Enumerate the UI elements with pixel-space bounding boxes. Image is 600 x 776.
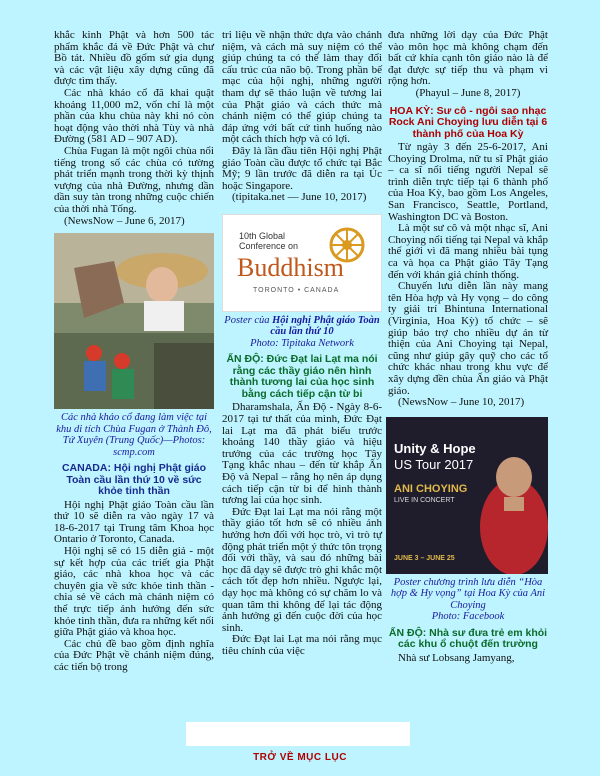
article-paragraph: đưa những lời dạy của Đức Phật vào môn học mà không chạm đến bất cứ khía cạnh tôn giáo nào là để đạt được sự tiếp thu và phạm vi rộng hơn. xyxy=(388,29,548,88)
poster-title: Buddhism xyxy=(237,252,344,282)
column-3 xyxy=(388,30,548,664)
article-source: (Phayul – June 8, 2017) xyxy=(415,86,521,99)
poster-headline: Unity & Hope xyxy=(394,440,476,456)
poster-tour: US Tour 2017 xyxy=(394,456,474,472)
poster-caption-title: Hội nghị Phật giáo Toàn cầu lần thứ 10 xyxy=(270,314,380,338)
conference-poster xyxy=(222,214,382,312)
article-paragraph: Dharamshala, Ấn Độ - Ngày 8-6-2017 tại tư thất của mình, Đức Đạt lai Lạt ma đã phát biểu trước khoảng 140 thầy giáo và hiệu trưởng của các trường học Tây Tạng khắc nhau – đến từ khắp Ấn Độ và Nepal – rằng họ nên áp dụng cách tiếp cận từ bi để hình thành tương lai của học sinh. xyxy=(222,401,382,507)
column-1 xyxy=(54,30,214,674)
archaeologist-photo xyxy=(54,233,214,409)
article-paragraph: Các chủ đề bao gồm định nghĩa của Đức Phật về chánh niệm đúng, các tiến bộ trong xyxy=(54,637,214,673)
article-source: (tipitaka.net — June 10, 2017) xyxy=(232,191,367,204)
article-paragraph: Đức Đạt lai Lạt ma nói rằng một thầy giáo tốt hơn sẽ có nhiều ảnh hưởng hơn đối với học trò, vì trò tự động phát triển một ý thức tôn trọng đối với thầy, và sau đó những bài học đã dạy sẽ được trò ghi khắc một cách tốt đẹp hơn nhiều. Ngược lại, dạy học mà không có sự chăm lo và quan tâm thì không để lại tác động ảnh hưởng gì đến cuộc đời của học sinh. xyxy=(222,505,382,634)
article-paragraph: Hội nghị sẽ có 15 diễn giả - một sự kết hợp của các triết gia Phật giáo, các nhà khoa học và các chuyên gia về sức khỏe tinh thần - chia sẻ về cách mà chánh niệm có thể trực tiếp ảnh hưởng đến sức khỏe tinh thần, đưa ra những kết nối giữa Phật giáo và khoa học. xyxy=(54,544,214,639)
article-paragraph: Hội nghị Phật giáo Toàn cầu lần thứ 10 sẽ diễn ra vào ngày 17 và 18-6-2017 tại Trung tâm Khoa học Ontario ở Toronto, Canada. xyxy=(54,498,214,546)
poster-artist: ANI CHOYING xyxy=(394,482,468,495)
poster-city: TORONTO • CANADA xyxy=(253,286,340,294)
back-to-contents-link[interactable]: TRỞ VỀ MỤC LỤC xyxy=(253,752,347,763)
india2-heading: ẤN ĐỘ: Nhà sư đưa trẻ em khỏi các khu ổ chuột đến trường xyxy=(388,626,548,651)
poster-small-text: 10th Global Conference on xyxy=(239,230,299,251)
archaeologist-photo-illustration xyxy=(54,233,214,409)
article-source: (NewsNow – June 10, 2017) xyxy=(398,396,525,409)
us-heading: HOA KỲ: Sư cô - ngôi sao nhạc Rock Ani Choying lưu diễn tại 6 thành phố của Hoa Kỳ xyxy=(388,104,548,140)
column-2 xyxy=(222,30,382,657)
concert-caption-credit: Photo: Facebook xyxy=(431,611,505,623)
poster-caption xyxy=(222,315,382,350)
poster-caption-prefix: Poster của xyxy=(224,314,273,326)
article-paragraph: Chuyến lưu diễn lần này mang tên Hòa hợp và Hy vọng – do công ty giải trí Bhintuna International (Virginia, Hoa Kỳ) tổ chức – sẽ giúp bảo trợ cho nhiều dự án từ thiện của Ani Choying tại Nepal, cũng như giúp gây quỹ cho các tổ chức khác nhau trong khu vực để xây dựng đền chùa Ấn giáo và Phật giáo. xyxy=(388,280,548,397)
article-paragraph: tri liệu về nhận thức dựa vào chánh niệm, và cách mà suy niệm có thể giúp chúng ta có thể làm thay đổi cấu trúc của não bộ. Trong phần bế mạc của hội nghị, những người tham dự sẽ thảo luận về tương lai của Phật giáo và cách thức mà chánh niệm có thể giúp chúng ta đáp ứng với bất cứ tình huống nào một cách thích hợp và có lợi. xyxy=(222,29,382,146)
article-paragraph: Là một sư cô và một nhạc sĩ, Ani Choying nổi tiếng tại Nepal và khắp thế giới vì đã mang nhiều bài tụng ca và họa ca Phật giáo Tây Tạng đến với khán giả chính thống. xyxy=(388,222,548,281)
article-paragraph: Từ ngày 3 đến 25-6-2017, Ani Choying Drolma, nữ tu sĩ Phật giáo – ca sĩ nổi tiếng người Nepal sẽ trình diễn trực tiếp tại 6 thành phố của Hoa Kỳ, bao gồm Los Angeles, San Francisco, Seattle, Portland, Washington DC và Boston. xyxy=(388,141,548,223)
article-source: (NewsNow – June 6, 2017) xyxy=(64,214,185,227)
dharma-wheel-icon xyxy=(327,225,367,265)
photo-caption-text: Các nhà khảo cổ đang làm việc tại khu di tích Chùa Fugan ở Thành Đô, Tứ Xuyên (Trung Quốc)—Photos: scmp.com xyxy=(56,412,212,458)
poster-caption-credit: Photo: Tipitaka Network xyxy=(250,337,354,349)
concert-caption-text: Poster chương trình lưu diễn “Hòa hợp & Hy vọng” tại Hoa Kỳ của Ani Choying xyxy=(390,576,546,611)
article-paragraph: Đức Đạt lai Lạt ma nói rằng mục tiêu chính của việc xyxy=(222,633,382,657)
photo-caption xyxy=(54,412,214,458)
india-heading: ẤN ĐỘ: Đức Đạt lai Lạt ma nói rằng các thầy giáo nên hình thành tương lai của học sinh bằng cách tiếp cận từ bi xyxy=(226,353,378,400)
canada-heading: CANADA: Hội nghị Phật giáo Toàn cầu lần thứ 10 về sức khỏe tinh thần xyxy=(61,462,207,498)
article-paragraph: Chùa Fugan là một ngôi chùa nổi tiếng trong số các chùa có tường phát triển mạnh trong thời kỳ thịnh vượng của nhà Đường, nhưng dần dần suy tàn trong những cuộc chiến của thời nhà Tống. xyxy=(54,144,214,215)
poster-live: LIVE IN CONCERT xyxy=(394,496,455,504)
concert-poster xyxy=(386,417,548,574)
poster-dates: JUNE 3 – JUNE 25 xyxy=(394,554,455,562)
article-paragraph: Nhà sư Lobsang Jamyang, xyxy=(398,651,515,664)
footer-box xyxy=(186,722,410,746)
article-paragraph: khắc kinh Phật và hơn 500 tác phẩm khắc đá về Đức Phật và chư Bồ tát. Nhiều đồ gốm sứ gia dụng và các vật liệu xây dựng cũng đã được tìm thấy. xyxy=(54,29,214,88)
article-paragraph: Đây là lần đầu tiên Hội nghị Phật giáo Toàn cầu được tổ chức tại Bắc Mỹ; 9 lần trước đã diễn ra tại Úc hoặc Singapore. xyxy=(222,144,382,192)
concert-caption xyxy=(388,577,548,623)
article-paragraph: Các nhà khảo cổ đã khai quật khoảng 11,000 m2, vốn chỉ là một phần của khu chùa này khi nó còn hoạt động vào thời nhà Tùy và nhà Đường (581 AD – 907 AD). xyxy=(54,86,214,146)
